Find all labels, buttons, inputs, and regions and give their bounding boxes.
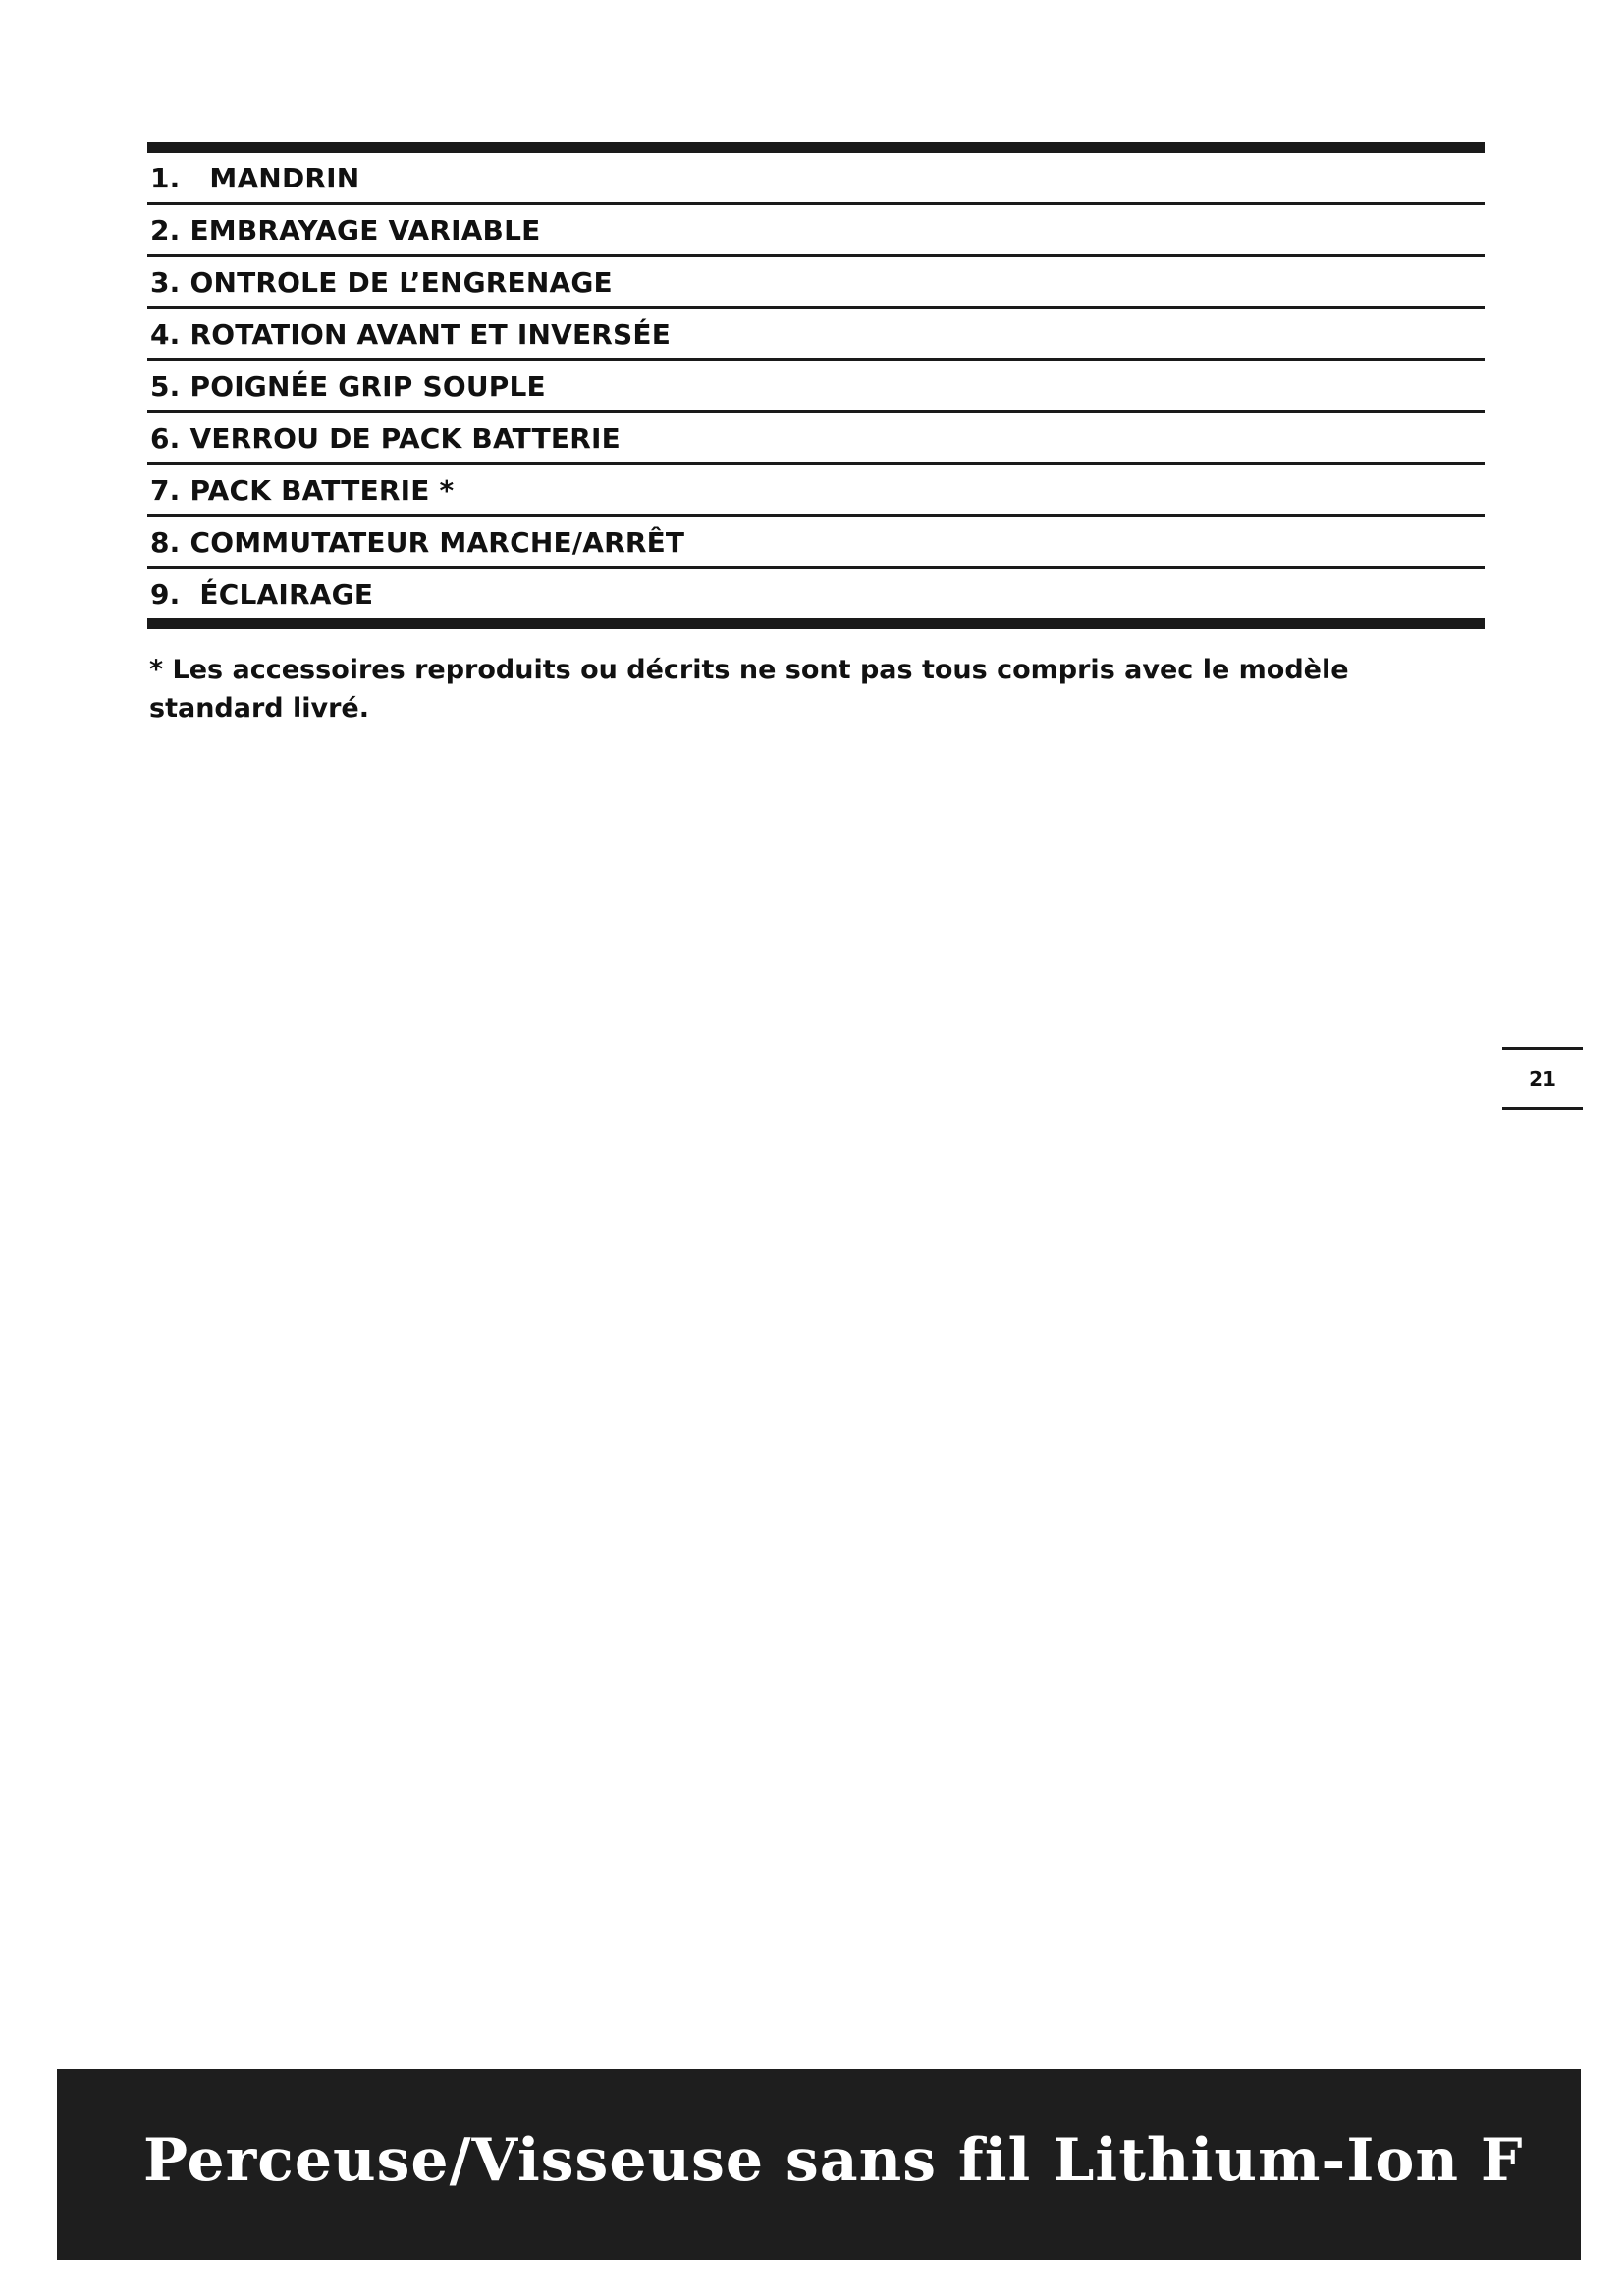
parts-item-number: 3. — [150, 265, 190, 298]
parts-item-1 — [147, 153, 1485, 205]
parts-item-4 — [147, 309, 1485, 361]
footer-banner — [57, 2069, 1581, 2260]
parts-item-9 — [147, 569, 1485, 629]
parts-item-6 — [147, 413, 1485, 465]
parts-item-label: EMBRAYAGE VARIABLE — [189, 213, 541, 246]
parts-item-number: 9. — [150, 577, 200, 611]
page-number — [1502, 1047, 1583, 1110]
parts-item-number: 2. — [150, 213, 190, 246]
parts-item-7 — [147, 465, 1485, 517]
parts-item-number: 6. — [150, 421, 190, 454]
parts-item-label: PACK BATTERIE * — [189, 473, 455, 507]
parts-item-label: VERROU DE PACK BATTERIE — [189, 421, 621, 454]
parts-item-label: MANDRIN — [209, 161, 360, 194]
page-number-text: 21 — [1529, 1067, 1556, 1091]
parts-item-label: COMMUTATEUR MARCHE/ARRÊT — [189, 525, 685, 559]
parts-item-2 — [147, 205, 1485, 257]
footnote: * Les accessoires reproduits ou décrits ne sont pas tous compris avec le modèle standard livré. — [149, 655, 1349, 723]
parts-item-number: 5. — [150, 369, 190, 402]
parts-list — [147, 142, 1485, 629]
footer-title: Perceuse/Visseuse sans fil Lithium-Ion F — [143, 2126, 1524, 2195]
parts-item-number: 4. — [150, 317, 190, 350]
parts-item-8 — [147, 517, 1485, 569]
parts-item-label: ONTROLE DE L’ENGRENAGE — [189, 265, 613, 298]
parts-item-number: 1. — [150, 161, 210, 194]
parts-item-label: ÉCLAIRAGE — [199, 577, 374, 611]
parts-item-5 — [147, 361, 1485, 413]
parts-item-label: ROTATION AVANT ET INVERSÉE — [189, 317, 672, 350]
parts-item-number: 7. — [150, 473, 190, 507]
parts-item-label: POIGNÉE GRIP SOUPLE — [189, 369, 546, 402]
parts-item-number: 8. — [150, 525, 190, 559]
parts-item-3 — [147, 257, 1485, 309]
